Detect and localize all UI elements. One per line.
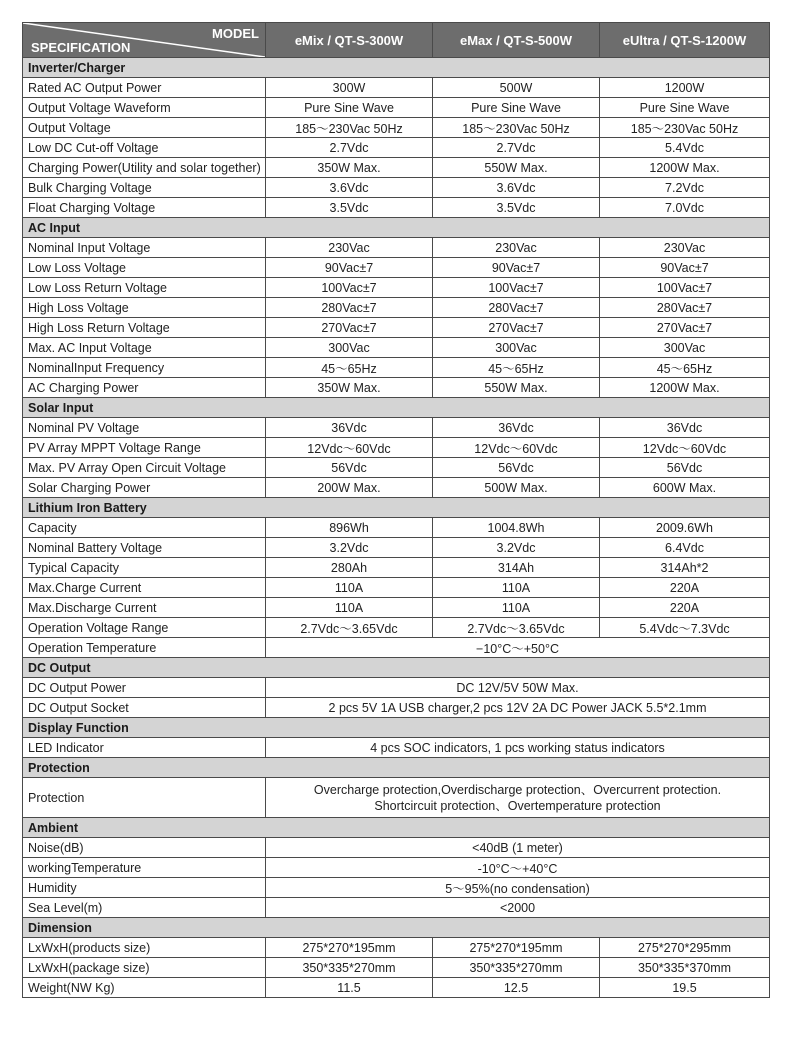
spec-row — [23, 158, 770, 178]
spec-value: 12Vdc～60Vdc — [600, 438, 770, 458]
spec-row — [23, 198, 770, 218]
spec-value: 220A — [600, 578, 770, 598]
spec-value: 100Vac±7 — [266, 278, 433, 298]
spec-row — [23, 738, 770, 758]
spec-value: 11.5 — [266, 978, 433, 998]
spec-value: 300Vac — [433, 338, 600, 358]
spec-value: 90Vac±7 — [600, 258, 770, 278]
spec-value: 12Vdc～60Vdc — [433, 438, 600, 458]
spec-value: Pure Sine Wave — [600, 98, 770, 118]
spec-label: High Loss Voltage — [23, 298, 266, 318]
spec-value: 185～230Vac 50Hz — [266, 118, 433, 138]
spec-value: 45～65Hz — [600, 358, 770, 378]
spec-row — [23, 618, 770, 638]
spec-value: 5.4Vdc～7.3Vdc — [600, 618, 770, 638]
spec-label: workingTemperature — [23, 858, 266, 878]
spec-value: 275*270*195mm — [266, 938, 433, 958]
spec-value: 2.7Vdc～3.65Vdc — [266, 618, 433, 638]
spec-value: 3.5Vdc — [433, 198, 600, 218]
spec-label: Solar Charging Power — [23, 478, 266, 498]
section-title: Ambient — [23, 818, 770, 838]
spec-label: Capacity — [23, 518, 266, 538]
spec-row — [23, 638, 770, 658]
spec-value: Pure Sine Wave — [266, 98, 433, 118]
specification-table — [22, 22, 770, 998]
spec-row — [23, 378, 770, 398]
spec-value: 3.6Vdc — [433, 178, 600, 198]
section-row — [23, 398, 770, 418]
model-header-eultra: eUltra / QT-S-1200W — [600, 23, 770, 58]
spec-value: 550W Max. — [433, 158, 600, 178]
spec-label: Humidity — [23, 878, 266, 898]
spec-row — [23, 878, 770, 898]
spec-value: 90Vac±7 — [266, 258, 433, 278]
section-title: Protection — [23, 758, 770, 778]
spec-row — [23, 598, 770, 618]
spec-value: 7.2Vdc — [600, 178, 770, 198]
spec-value: 1200W Max. — [600, 158, 770, 178]
spec-value-merged — [266, 878, 770, 898]
spec-value: 36Vdc — [433, 418, 600, 438]
spec-value: 600W Max. — [600, 478, 770, 498]
spec-row — [23, 558, 770, 578]
spec-label: Max.Discharge Current — [23, 598, 266, 618]
spec-value-line: <40dB (1 meter) — [472, 840, 563, 855]
spec-label: Nominal Input Voltage — [23, 238, 266, 258]
spec-value: 314Ah*2 — [600, 558, 770, 578]
spec-value: 45～65Hz — [433, 358, 600, 378]
spec-label: LxWxH(package size) — [23, 958, 266, 978]
spec-label: Rated AC Output Power — [23, 78, 266, 98]
spec-row — [23, 178, 770, 198]
spec-row — [23, 978, 770, 998]
spec-row — [23, 458, 770, 478]
spec-value: 350*335*370mm — [600, 958, 770, 978]
spec-value: 185～230Vac 50Hz — [433, 118, 600, 138]
spec-row — [23, 298, 770, 318]
section-title: Lithium Iron Battery — [23, 498, 770, 518]
spec-row — [23, 438, 770, 458]
section-title: Display Function — [23, 718, 770, 738]
section-title: AC Input — [23, 218, 770, 238]
spec-value: 300Vac — [600, 338, 770, 358]
spec-value-line: <2000 — [499, 900, 536, 915]
section-row — [23, 658, 770, 678]
spec-label: Weight(NW Kg) — [23, 978, 266, 998]
spec-row — [23, 678, 770, 698]
spec-value: 280Ah — [266, 558, 433, 578]
spec-row — [23, 258, 770, 278]
spec-value: 100Vac±7 — [433, 278, 600, 298]
spec-row — [23, 938, 770, 958]
spec-value: 270Vac±7 — [600, 318, 770, 338]
spec-label: Output Voltage — [23, 118, 266, 138]
spec-row — [23, 78, 770, 98]
spec-row — [23, 518, 770, 538]
spec-value: 12Vdc～60Vdc — [266, 438, 433, 458]
spec-label: Operation Temperature — [23, 638, 266, 658]
spec-label: PV Array MPPT Voltage Range — [23, 438, 266, 458]
spec-value: 6.4Vdc — [600, 538, 770, 558]
spec-value-merged — [266, 738, 770, 758]
spec-row — [23, 698, 770, 718]
spec-row — [23, 778, 770, 818]
spec-value: 3.2Vdc — [266, 538, 433, 558]
spec-value: 3.6Vdc — [266, 178, 433, 198]
spec-label: Bulk Charging Voltage — [23, 178, 266, 198]
spec-row — [23, 98, 770, 118]
spec-row — [23, 138, 770, 158]
spec-value: 36Vdc — [266, 418, 433, 438]
spec-row — [23, 118, 770, 138]
section-row — [23, 758, 770, 778]
model-spec-corner-cell — [23, 23, 266, 58]
spec-label: Max.Charge Current — [23, 578, 266, 598]
spec-value: 550W Max. — [433, 378, 600, 398]
specification-table-body — [23, 23, 770, 998]
section-title: Inverter/Charger — [23, 58, 770, 78]
spec-value: 220A — [600, 598, 770, 618]
spec-value: 110A — [433, 578, 600, 598]
spec-row — [23, 838, 770, 858]
spec-value-line: DC 12V/5V 50W Max. — [456, 680, 579, 695]
spec-label: Sea Level(m) — [23, 898, 266, 918]
spec-value: 185～230Vac 50Hz — [600, 118, 770, 138]
spec-row — [23, 898, 770, 918]
spec-value: 230Vac — [433, 238, 600, 258]
spec-label: Float Charging Voltage — [23, 198, 266, 218]
spec-value-line: -10°C～+40°C — [477, 861, 558, 876]
model-label: MODEL — [212, 26, 259, 41]
spec-value: 314Ah — [433, 558, 600, 578]
spec-row — [23, 478, 770, 498]
model-header-emix: eMix / QT-S-300W — [266, 23, 433, 58]
spec-label: LED Indicator — [23, 738, 266, 758]
spec-row — [23, 358, 770, 378]
spec-value: 7.0Vdc — [600, 198, 770, 218]
spec-label: Charging Power(Utility and solar together) — [23, 158, 266, 178]
section-row — [23, 818, 770, 838]
spec-value: 36Vdc — [600, 418, 770, 438]
spec-value: 1200W Max. — [600, 378, 770, 398]
spec-value: 56Vdc — [266, 458, 433, 478]
spec-label: High Loss Return Voltage — [23, 318, 266, 338]
spec-label: DC Output Power — [23, 678, 266, 698]
spec-value-merged — [266, 678, 770, 698]
spec-label: NominalInput Frequency — [23, 358, 266, 378]
spec-value: 230Vac — [600, 238, 770, 258]
spec-row — [23, 278, 770, 298]
spec-value: 350W Max. — [266, 158, 433, 178]
spec-value: 3.5Vdc — [266, 198, 433, 218]
spec-value: 896Wh — [266, 518, 433, 538]
spec-value: 56Vdc — [600, 458, 770, 478]
spec-row — [23, 418, 770, 438]
spec-row — [23, 538, 770, 558]
section-title: Dimension — [23, 918, 770, 938]
specification-label: SPECIFICATION — [31, 40, 131, 55]
spec-value-line: 2 pcs 5V 1A USB charger,2 pcs 12V 2A DC Power JACK 5.5*2.1mm — [328, 700, 707, 715]
spec-label: Low DC Cut-off Voltage — [23, 138, 266, 158]
spec-label: Low Loss Return Voltage — [23, 278, 266, 298]
spec-value: 200W Max. — [266, 478, 433, 498]
spec-value-line: 4 pcs SOC indicators, 1 pcs working status indicators — [370, 740, 665, 755]
spec-row — [23, 318, 770, 338]
section-title: Solar Input — [23, 398, 770, 418]
spec-value: 275*270*195mm — [433, 938, 600, 958]
spec-value: 110A — [266, 598, 433, 618]
spec-value: 500W — [433, 78, 600, 98]
spec-value: 280Vac±7 — [600, 298, 770, 318]
section-row — [23, 918, 770, 938]
spec-label: AC Charging Power — [23, 378, 266, 398]
spec-row — [23, 238, 770, 258]
spec-label: Protection — [23, 778, 266, 818]
spec-value: 56Vdc — [433, 458, 600, 478]
spec-value: 300W — [266, 78, 433, 98]
spec-value: 5.4Vdc — [600, 138, 770, 158]
spec-value-merged — [266, 838, 770, 858]
spec-value-line: 5～95%(no condensation) — [445, 881, 590, 896]
spec-value: 19.5 — [600, 978, 770, 998]
spec-value: 110A — [433, 598, 600, 618]
spec-value-merged — [266, 898, 770, 918]
spec-value: 280Vac±7 — [266, 298, 433, 318]
section-row — [23, 718, 770, 738]
spec-value: 2.7Vdc — [433, 138, 600, 158]
spec-value: 1004.8Wh — [433, 518, 600, 538]
spec-value: 3.2Vdc — [433, 538, 600, 558]
spec-label: Nominal Battery Voltage — [23, 538, 266, 558]
spec-value: 12.5 — [433, 978, 600, 998]
spec-value-merged — [266, 638, 770, 658]
section-row — [23, 498, 770, 518]
spec-value: 45～65Hz — [266, 358, 433, 378]
section-row — [23, 218, 770, 238]
spec-row — [23, 578, 770, 598]
spec-value: 270Vac±7 — [266, 318, 433, 338]
spec-value: 230Vac — [266, 238, 433, 258]
section-title: DC Output — [23, 658, 770, 678]
header-row — [23, 23, 770, 58]
spec-label: Output Voltage Waveform — [23, 98, 266, 118]
section-row — [23, 58, 770, 78]
spec-value: 500W Max. — [433, 478, 600, 498]
spec-label: Noise(dB) — [23, 838, 266, 858]
spec-label: Nominal PV Voltage — [23, 418, 266, 438]
spec-value-line: −10°C～+50°C — [476, 641, 559, 656]
spec-row — [23, 338, 770, 358]
spec-label: Operation Voltage Range — [23, 618, 266, 638]
spec-row — [23, 958, 770, 978]
spec-value: 350*335*270mm — [266, 958, 433, 978]
spec-value: 2009.6Wh — [600, 518, 770, 538]
spec-value-merged — [266, 778, 770, 818]
spec-value: 1200W — [600, 78, 770, 98]
spec-value-merged — [266, 858, 770, 878]
spec-value-line: Shortcircuit protection、Overtemperature protection — [374, 798, 661, 813]
spec-value: 90Vac±7 — [433, 258, 600, 278]
spec-label: Low Loss Voltage — [23, 258, 266, 278]
spec-value: 100Vac±7 — [600, 278, 770, 298]
spec-value: 280Vac±7 — [433, 298, 600, 318]
spec-value: Pure Sine Wave — [433, 98, 600, 118]
spec-value: 270Vac±7 — [433, 318, 600, 338]
spec-value: 275*270*295mm — [600, 938, 770, 958]
spec-value: 2.7Vdc～3.65Vdc — [433, 618, 600, 638]
spec-label: Typical Capacity — [23, 558, 266, 578]
spec-label: LxWxH(products size) — [23, 938, 266, 958]
spec-value: 110A — [266, 578, 433, 598]
spec-row — [23, 858, 770, 878]
spec-value-line: Overcharge protection,Overdischarge protection、Overcurrent protection. — [313, 782, 722, 797]
spec-value: 300Vac — [266, 338, 433, 358]
spec-label: Max. AC Input Voltage — [23, 338, 266, 358]
spec-value: 350W Max. — [266, 378, 433, 398]
spec-value: 2.7Vdc — [266, 138, 433, 158]
spec-label: DC Output Socket — [23, 698, 266, 718]
model-header-emax: eMax / QT-S-500W — [433, 23, 600, 58]
spec-label: Max. PV Array Open Circuit Voltage — [23, 458, 266, 478]
spec-value: 350*335*270mm — [433, 958, 600, 978]
spec-value-merged — [266, 698, 770, 718]
